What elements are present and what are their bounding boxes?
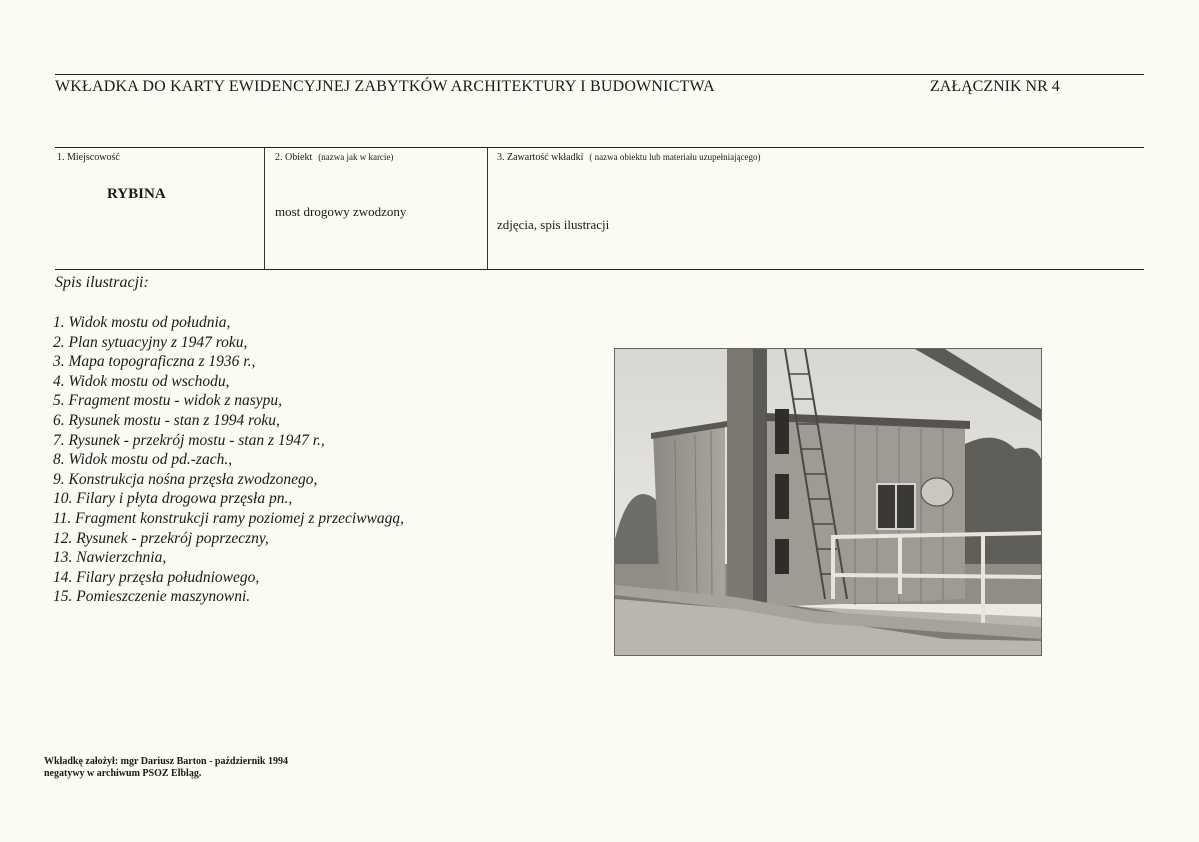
content-label-note: ( nazwa obiektu lub materiału uzupełniającego)	[589, 152, 761, 162]
list-item: 15. Pomieszczenie maszynowni.	[53, 588, 251, 606]
object-value: most drogowy zwodzony	[275, 204, 407, 219]
annex-number: ZAŁĄCZNIK NR 4	[930, 78, 1060, 95]
list-item: 13. Nawierzchnia,	[53, 549, 167, 567]
illustrations-list	[53, 313, 404, 607]
list-item: 11. Fragment konstrukcji ramy poziomej z przeciwwagą,	[53, 509, 405, 527]
form-divider-1	[264, 147, 265, 270]
list-item: 6. Rysunek mostu - stan z 1994 roku,	[53, 411, 280, 429]
footer-archive: negatywy w archiwum PSOZ Elbląg.	[44, 768, 202, 779]
footer-note	[44, 756, 288, 780]
illustrations-heading: Spis ilustracji:	[55, 274, 149, 291]
document-title: WKŁADKA DO KARTY EWIDENCYJNEJ ZABYTKÓW ARCHITEKTURY I BUDOWNICTWA	[55, 78, 715, 95]
photo-illustration	[615, 349, 1041, 655]
object-label-note: (nazwa jak w karcie)	[318, 152, 394, 162]
content-value: zdjęcia, spis ilustracji	[497, 217, 610, 232]
list-item: 8. Widok mostu od pd.-zach.,	[53, 451, 233, 469]
photo-machine-room	[614, 348, 1042, 656]
content-label	[497, 152, 761, 163]
footer-author: Wkładkę założył: mgr Dariusz Barton - październik 1994	[44, 756, 288, 767]
list-item: 9. Konstrukcja nośna przęsła zwodzonego,	[53, 470, 318, 488]
form-bottom-rule	[55, 269, 1144, 270]
list-item: 10. Filary i płyta drogowa przęsła pn.,	[53, 490, 293, 508]
list-item: 12. Rysunek - przekrój poprzeczny,	[53, 529, 269, 547]
place-label: 1. Miejscowość	[57, 152, 120, 163]
list-item: 5. Fragment mostu - widok z nasypu,	[53, 392, 283, 410]
object-label-text: 2. Obiekt	[275, 152, 313, 163]
form-divider-2	[487, 147, 488, 270]
header-top-rule	[55, 74, 1144, 75]
place-value: RYBINA	[107, 186, 166, 202]
list-item: 1. Widok mostu od południa,	[53, 314, 231, 331]
list-item: 7. Rysunek - przekrój mostu - stan z 1947 r.,	[53, 431, 325, 449]
list-item: 14. Filary przęsła południowego,	[53, 568, 260, 586]
list-item: 3. Mapa topograficzna z 1936 r.,	[53, 353, 256, 371]
content-label-text: 3. Zawartość wkładki	[497, 152, 584, 163]
list-item: 2. Plan sytuacyjny z 1947 roku,	[53, 333, 248, 351]
form-top-rule	[55, 147, 1144, 148]
list-item: 4. Widok mostu od wschodu,	[53, 372, 230, 390]
object-label	[275, 152, 393, 163]
